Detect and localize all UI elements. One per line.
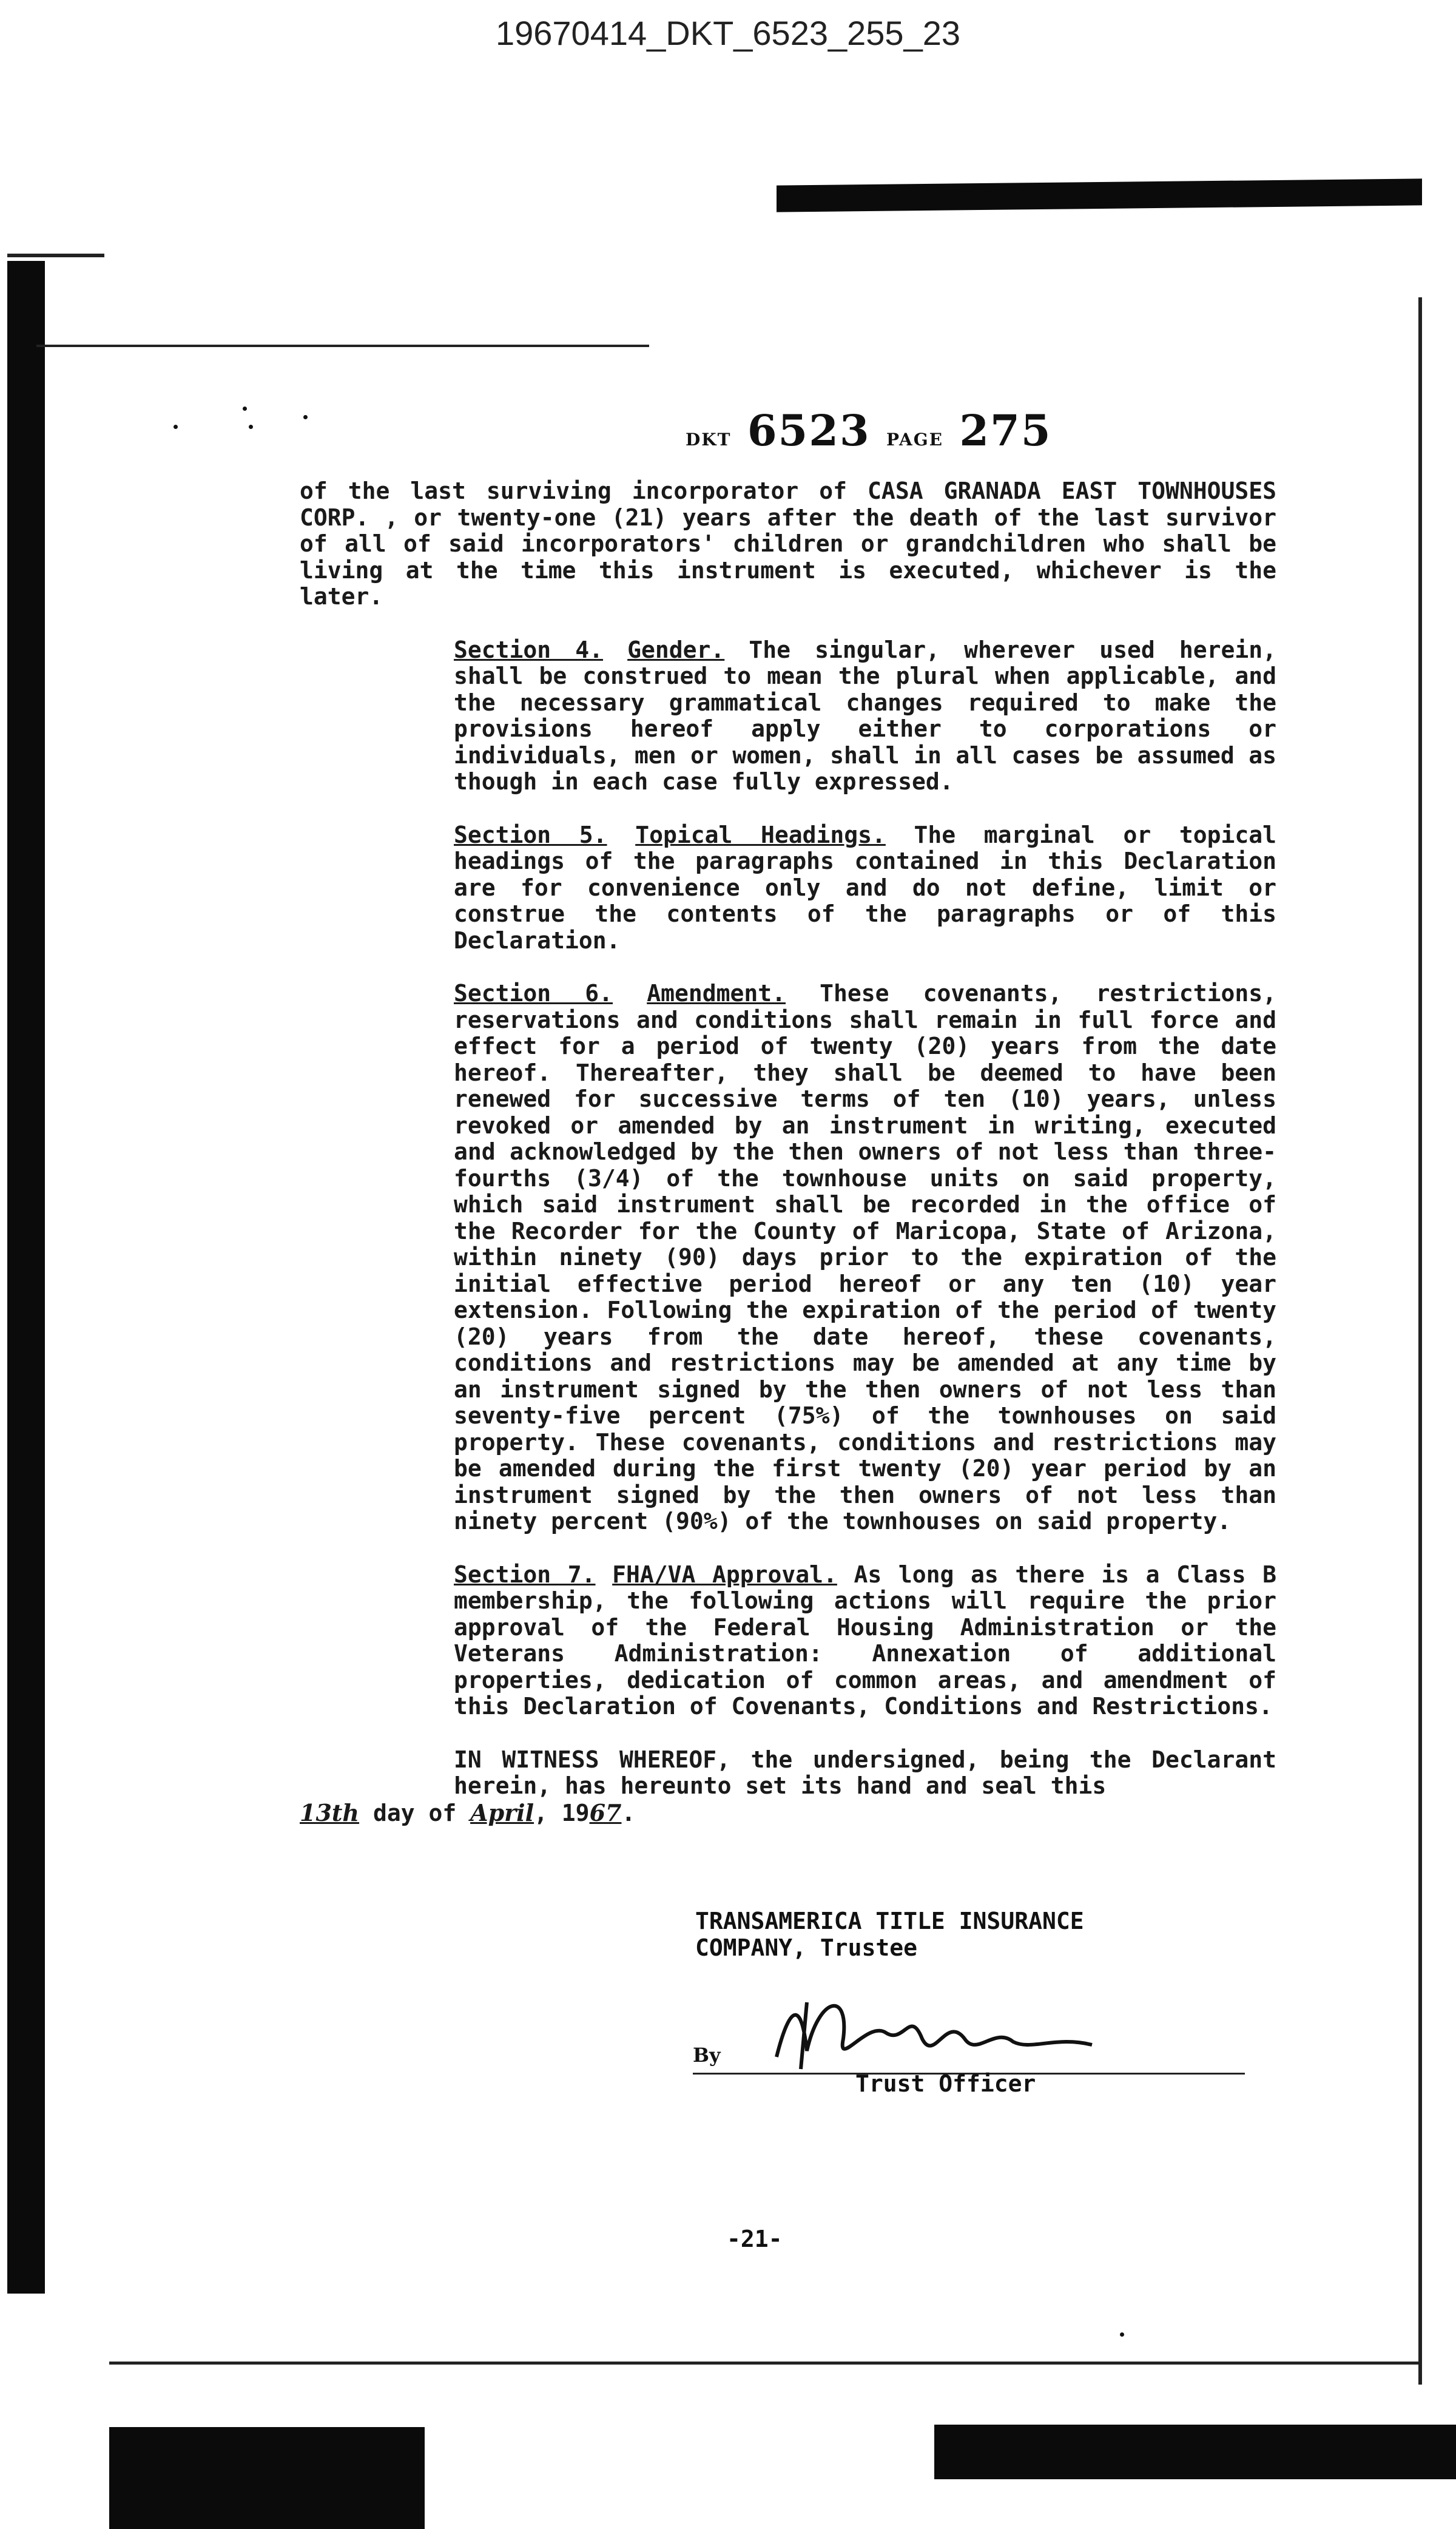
scan-top-bar: [777, 178, 1422, 212]
scan-bottom-rule: [109, 2362, 1420, 2365]
section-4: [300, 637, 1276, 795]
witness-end: .: [621, 1799, 636, 1826]
witness-text: IN WITNESS WHEREOF, the undersigned, being the Declarant herein, has hereunto set its hand and seal this: [454, 1746, 1276, 1799]
document-id-header: 19670414_DKT_6523_255_23: [495, 14, 961, 52]
section-7-number: Section 7.: [454, 1561, 596, 1588]
signatory-company: [695, 1908, 1084, 1961]
docket-page-label: PAGE: [886, 430, 944, 450]
witness-clause: [300, 1747, 1276, 1800]
section-4-title: Gender.: [627, 636, 725, 663]
docket-prefix: DKT: [686, 430, 732, 450]
scan-speck: [174, 425, 178, 429]
witness-day: 13th: [300, 1798, 360, 1826]
scan-bottom-right-bar: [934, 2425, 1456, 2479]
scan-right-edge: [1418, 297, 1422, 2385]
section-5-title: Topical Headings.: [635, 821, 886, 848]
witness-date-line: [300, 1800, 1276, 1827]
section-7-text: As long as there is a Class B membership, the following actions will require the prior approval of the Federal Housing Administration or the Veterans Administration: Annexation of additional properties, dedication of common areas, and amendment of this Declaration of Covenants, Conditions and Restrictions.: [454, 1561, 1277, 1720]
section-5-number: Section 5.: [454, 821, 607, 848]
company-line-1: TRANSAMERICA TITLE INSURANCE: [695, 1908, 1084, 1934]
scan-speck: [249, 425, 253, 429]
section-5: [300, 822, 1276, 954]
paragraph-continuation: of the last surviving incorporator of CASA GRANADA EAST TOWNHOUSES CORP. , or twenty-one (21) years after the death of the last survivor of all of said incorporators' children or grandchildren who shall be living at the time this instrument is executed, whichever is the later.: [300, 478, 1276, 610]
scan-speck: [1120, 2332, 1124, 2337]
scan-mid-rule: [36, 345, 649, 347]
officer-title: Trust Officer: [855, 2070, 1036, 2097]
scan-left-bar: [7, 261, 45, 2294]
scan-speck: [243, 407, 247, 411]
page-number: -21-: [727, 2226, 783, 2252]
docket-stamp: [686, 405, 1052, 456]
scan-speck: [303, 415, 308, 419]
witness-year: 67: [589, 1798, 622, 1826]
section-4-number: Section 4.: [454, 636, 604, 663]
docket-page: 275: [959, 405, 1052, 456]
section-5-text: The marginal or topical headings of the paragraphs contained in this Declaration are for convenience only and do not define, limit or construe the contents of the paragraphs or of this Declaration.: [454, 821, 1276, 954]
company-line-2: COMPANY, Trustee: [695, 1934, 918, 1961]
by-label: By: [693, 2044, 721, 2067]
section-6-number: Section 6.: [454, 980, 613, 1007]
witness-month: April: [470, 1798, 534, 1826]
section-6: [300, 981, 1276, 1535]
witness-year-prefix: , 19: [534, 1799, 590, 1826]
document-body: [300, 478, 1276, 1853]
section-7-title: FHA/VA Approval.: [612, 1561, 837, 1588]
section-6-text: These covenants, restrictions, reservations and conditions shall remain in full force and effect for a period of twenty (20) years from the date hereof. Thereafter, they shall be deemed to have been renewed for successive terms of ten (10) years, unless revoked or amended by an instrument in writing, executed and acknowledged by the then owners of not less than three-fourths (3/4) of the townhouse units on said property, which said instrument shall be recorded in the office of the Recorder for the County of Maricopa, State of Arizona, within ninety (90) days prior to the expiration of the initial effective period hereof or any ten (10) year extension. Following the expiration of the period of twenty (20) years from the date hereof, these covenants, conditions and restrictions may be amended at any time by an instrument signed by the then owners of not less than seventy-five percent (75%) of the townhouses on said property. These covenants, conditions and restrictions may be amended during the first twenty (20) year period by an instrument signed by the then owners of not less than ninety percent (90%) of the townhouses on said property.: [454, 980, 1276, 1535]
scan-bottom-left-bar: [109, 2427, 425, 2529]
docket-number: 6523: [747, 405, 871, 456]
scan-top-rule: [7, 254, 104, 257]
witness-mid: day of: [359, 1799, 471, 1826]
section-4-text: The singular, wherever used herein, shall be construed to mean the plural when applicable, and the necessary grammatical changes required to make the provisions hereof apply either to corporations or individuals, men or women, shall in all cases be assumed as though in each case fully expressed.: [454, 636, 1277, 795]
section-7: [300, 1562, 1276, 1720]
section-6-title: Amendment.: [647, 980, 786, 1007]
